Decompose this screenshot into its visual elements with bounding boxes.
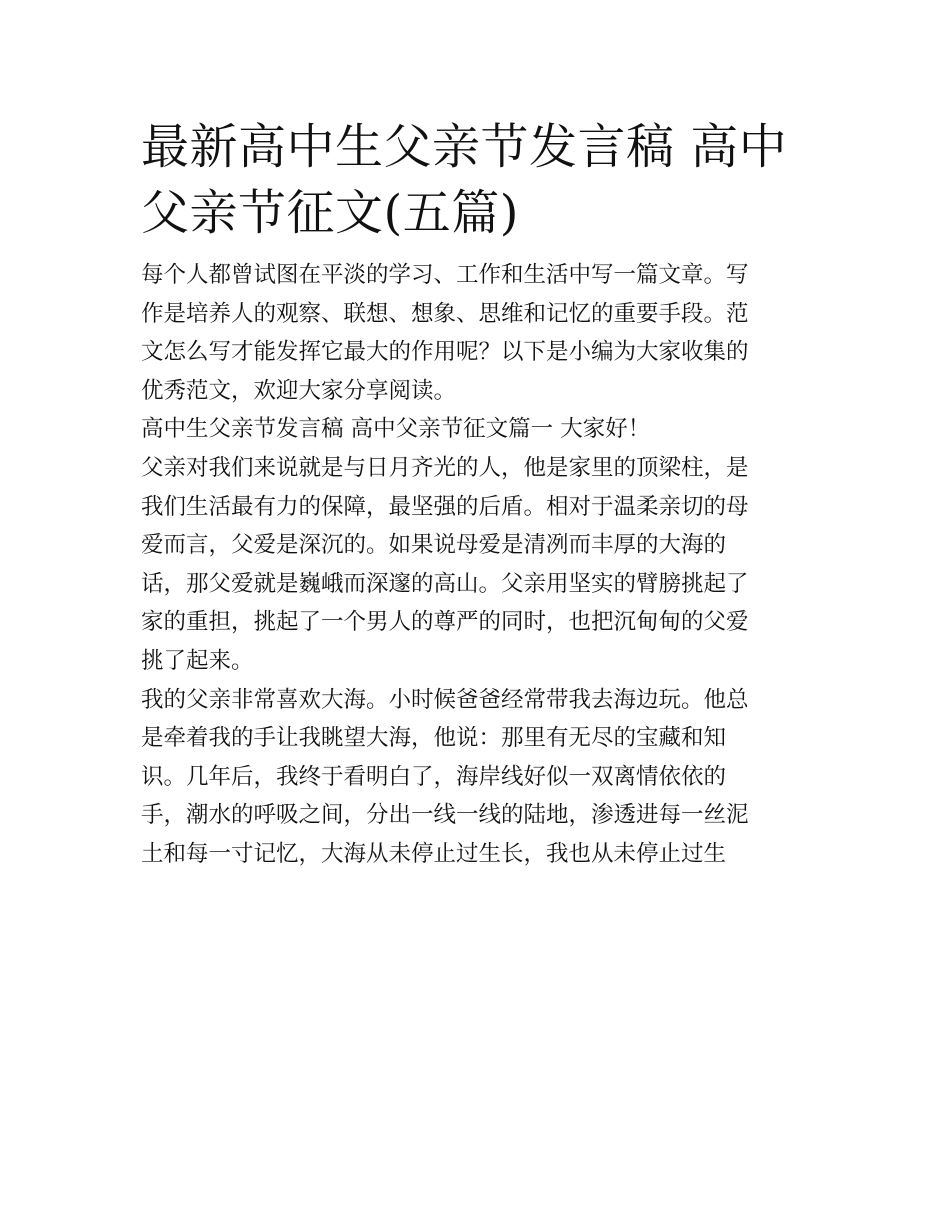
document-title (141, 114, 813, 246)
body-line: 挑了起来。 (141, 647, 254, 674)
body-line: 家的重担，挑起了一个男人的尊严的同时，也把沉甸甸的父爱 (141, 609, 749, 636)
section-heading-line: 高中生父亲节发言稿 高中父亲节征文篇一 大家好！ (141, 416, 651, 443)
body-line: 作是培养人的观察、联想、想象、思维和记忆的重要手段。范 (141, 300, 749, 327)
body-line: 我们生活最有力的保障，最坚强的后盾。相对于温柔亲切的母 (141, 493, 749, 520)
document-content (141, 114, 813, 874)
body-line: 每个人都曾试图在平淡的学习、工作和生活中写一篇文章。写 (141, 262, 749, 288)
body-line: 手，潮水的呼吸之间，分出一线一线的陆地，渗透进每一丝泥 (141, 802, 749, 829)
title-line: 父亲节征文(五篇) (141, 185, 519, 241)
body-line: 父亲对我们来说就是与日月齐光的人，他是家里的顶梁柱，是 (141, 454, 749, 481)
body-line: 土和每一寸记忆，大海从未停止过生长，我也从未停止过生 (141, 840, 727, 867)
body-line: 文怎么写才能发挥它最大的作用呢？以下是小编为大家收集的 (141, 339, 749, 366)
body-line: 是牵着我的手让我眺望大海，他说：那里有无尽的宝藏和知 (141, 725, 727, 752)
body-line: 话，那父爱就是巍峨而深邃的高山。父亲用坚实的臂膀挑起了 (141, 570, 749, 597)
body-line: 优秀范文，欢迎大家分享阅读。 (141, 377, 457, 404)
body-line: 识。几年后，我终于看明白了，海岸线好似一双离情依依的 (141, 763, 727, 790)
title-line: 最新高中生父亲节发言稿 高中 (141, 119, 788, 175)
body-line: 我的父亲非常喜欢大海。小时候爸爸经常带我去海边玩。他总 (141, 686, 749, 713)
body-line: 爱而言，父爱是深沉的。如果说母爱是清冽而丰厚的大海的 (141, 532, 727, 559)
document-body (141, 256, 813, 874)
